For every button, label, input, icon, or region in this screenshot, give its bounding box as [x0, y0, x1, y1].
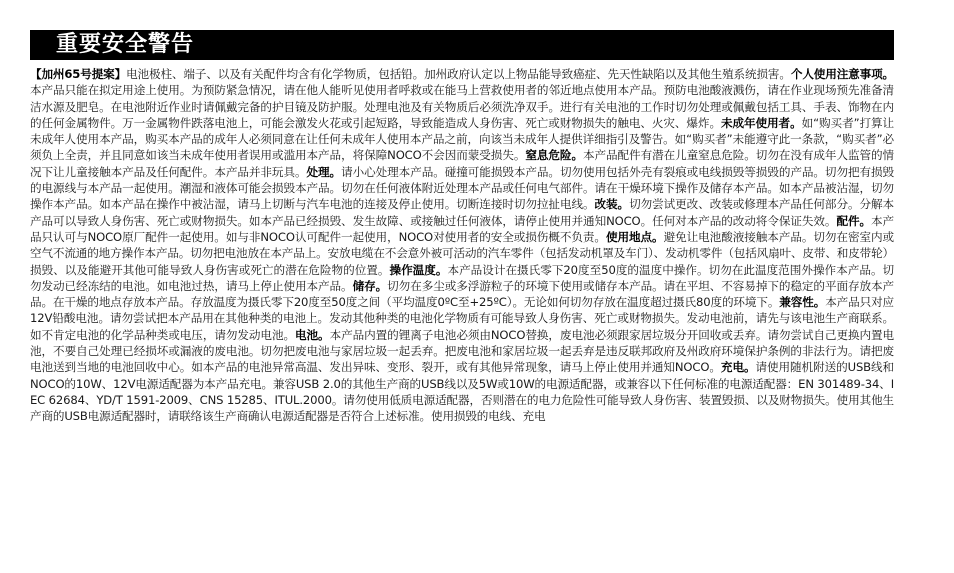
section-text: 请小心处理本产品。碰撞可能损毁本产品。切勿使用包括外壳有裂痕或电线损毁等损毁的产品。切勿把有损毁的电源线与本产品一起使用。潮湿和液体可能会损毁本产品。切勿在任何液体附近处理本产品或任何电气部件。请在干燥环境下操作及储存本产品。如本产品被沾湿，切勿操作本产品。如本产品在操作中被沾湿，请马上切断与汽车电池的连接及停止使用。切断连接时切勿拉扯电线。 [30, 164, 894, 212]
section-text: 如“购买者”打算让未成年人使用本产品，购买本产品的成年人必须同意在让任何未成年人使用本产品之前，向该当未成年人提供详细指引及警告。如“购买者”未能遵守此一条款，“购买者”必须负上全责，并且同意如该当未成年使用者误用或滥用本产品，将保障NOCO不会因而蒙受损失。 [30, 115, 894, 163]
section-heading: 储存。 [352, 278, 388, 293]
section-text: 本产品配件有潜在儿童窒息危险。切勿在没有成年人监管的情况下让儿童接触本产品及任何配件。本产品并非玩具。 [30, 148, 894, 179]
section-heading: 充电。 [720, 360, 756, 375]
section-text: 切勿尝试更改、改装或修理本产品任何部分。分解本产品可以导致人身伤害、死亡或财物损失。如本产品已经损毁、发生故障、或接触过任何液体，请停止使用并通知NOCO。任何对本产品的改动将令保证失效。 [30, 197, 894, 228]
section-heading: 电池。 [295, 327, 330, 342]
section-heading: 处理。 [306, 164, 342, 179]
section-heading: 操作温度。 [389, 262, 448, 277]
section-text: 本产品内置的锂离子电池必须由NOCO替换，废电池必须跟家居垃圾分开回收或丢弃。请勿尝试自己更换内置电池，不要自己处理已经损坏或漏液的废电池。切勿把废电池与家居垃圾一起丢弃。把废电池和家居垃圾一起丢弃是违反联邦政府及州政府环境保护条例的非法行为。请把废电池送到当地的电池回收中心。如本产品的电池异常高温、发出异味、变形、裂开，或有其他异常现象，请马上停止使用并通知NOCO。 [30, 327, 894, 375]
section-text: 电池极柱、端子、以及有关配件均含有化学物质，包括铅。加州政府认定以上物品能导致癌症、先天性缺陷以及其他生殖系统损害。 [126, 67, 791, 81]
section-text: 本产品只对应12V铅酸电池。请勿尝试把本产品用在其他种类的电池上。发动其他种类的电池化学物质有可能导致人身伤害、死亡或财物损失。发动电池前，请先与该电池生产商联系。如不肯定电池的化学品种类或电压，请勿发动电池。 [30, 295, 894, 342]
section-heading: 【加州65号提案】 [30, 67, 127, 81]
section-text: 请使用随机附送的USB线和NOCO的10W、12V电源适配器为本产品充电。兼容USB 2.0的其他生产商的USB线以及5W或10W的电源适配器，或兼容以下任何标准的电源适配器：EN 301489-34、IEC 62684、YD/T 1591-2009、CNS 15285、ITUL.2000。请勿使用低质电源适配器，否则潜在的电力危险性可能导致人身伤害、装置毁损、以及财物损失。使用其他生产商的USB电源适配器时，请联络该生产商确认电源适配器是否符合上述标准。使用损毁的电线、充电 [30, 360, 894, 424]
section-text: 本产品设计在摄氏零下20度至50度的温度中操作。切勿在此温度范围外操作本产品。切勿发动已经冻结的电池。如电池过热，请马上停止使用本产品。 [30, 262, 894, 293]
warning-body-text [30, 66, 894, 425]
section-text: 本产品只认可与NOCO原厂配件一起使用。如与非NOCO认可配件一起使用，NOCO对使用者的安全或损伤概不负责。 [30, 213, 894, 244]
section-text: 避免让电池酸液接触本产品。切勿在密室内或空气不流通的地方操作本产品。切勿把电池放在本产品上。安放电缆在不会意外被可活动的汽车零件（包括发动机罩及车门）、发动机零件（包括风扇叶、皮带、和皮带轮）损毁、以及能避开其他可能导致人身伤害或死亡的潜在危险物的位置。 [30, 229, 894, 277]
page-title: 重要安全警告 [56, 32, 195, 57]
section-heading: 个人使用注意事项。 [790, 67, 894, 81]
section-text: 切勿在多尘或多浮游粒子的环境下使用或储存本产品。请在平坦、不容易掉下的稳定的平面存放本产品。在干燥的地点存放本产品。存放温度为摄氏零下20度至50度之间（平均温度0ºC至+25ºC）。无论如何切勿存放在温度超过摄氏80度的环境下。 [30, 278, 894, 310]
section-heading: 使用地点。 [605, 229, 664, 244]
section-heading: 窒息危险。 [525, 148, 583, 163]
section-heading: 未成年使用者。 [720, 115, 802, 130]
section-heading: 兼容性。 [779, 295, 826, 310]
section-heading: 改装。 [594, 197, 630, 212]
safety-warning-page [30, 30, 894, 425]
section-text: 本产品只能在拟定用途上使用。为预防紧急情况，请在他人能听见使用者呼救或在能马上营救使用者的邻近地点使用本产品。预防电池酸液溅伤，请在作业现场预先准备清洁水源及肥皂。在电池附近作业时请佩戴完备的护目镜及防护服。处理电池及有关物质后必须洗净双手。进行有关电池的工作时切勿处理或佩戴包括工具、手表、饰物在内的任何金属物件。万一金属物件跌落电池上，可能会激发火花或引起短路，导致能造成人身伤害、死亡或财物损失的触电、火灾、爆炸。 [30, 83, 894, 130]
section-heading: 配件。 [836, 213, 872, 228]
title-banner [30, 30, 894, 60]
